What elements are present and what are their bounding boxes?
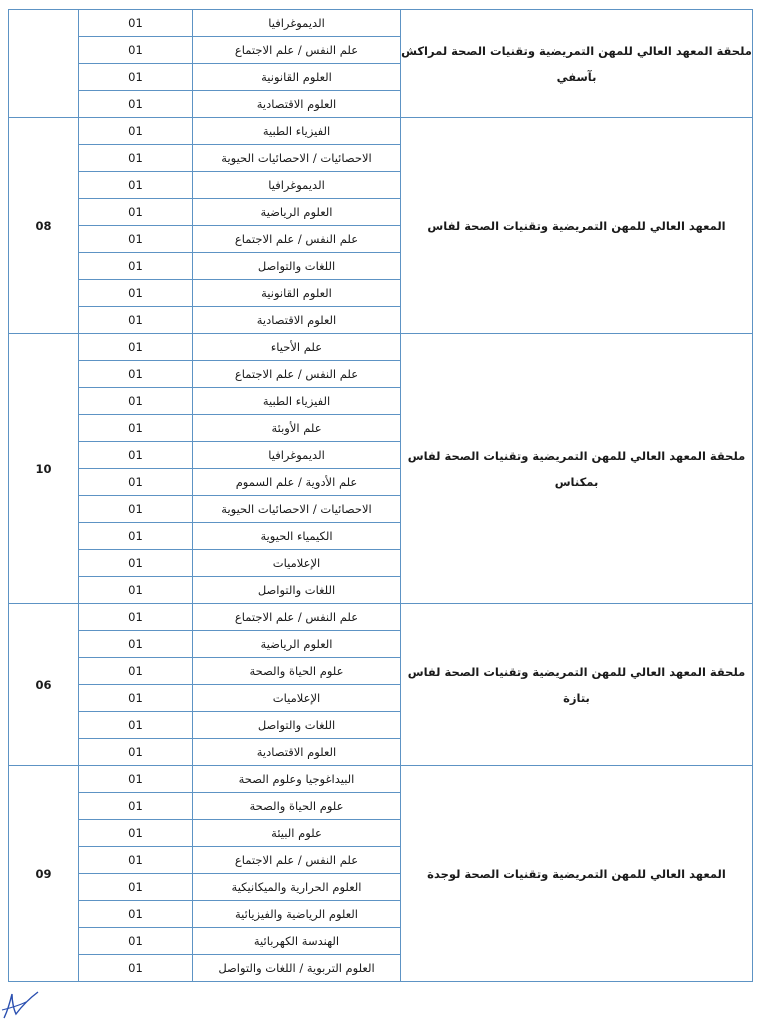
position-count: 01	[79, 145, 193, 172]
position-count: 01	[79, 172, 193, 199]
specialty-name: الفيزياء الطبية	[193, 118, 401, 145]
specialty-name: العلوم الرياضية والفيزيائية	[193, 901, 401, 928]
institution-name: المعهد العالي للمهن التمريضية وتقنيات الصحة لوجدة	[401, 766, 753, 982]
position-count: 01	[79, 685, 193, 712]
specialty-name: الكيمياء الحيوية	[193, 523, 401, 550]
specialty-name: الديموغرافيا	[193, 10, 401, 37]
specialty-name: علوم الحياة والصحة	[193, 658, 401, 685]
signature-mark	[0, 980, 40, 1020]
positions-table-body	[9, 10, 753, 982]
specialty-name: علم الأحياء	[193, 334, 401, 361]
table-row	[9, 118, 753, 145]
position-count: 01	[79, 739, 193, 766]
table-row	[9, 334, 753, 361]
position-count: 01	[79, 64, 193, 91]
group-total: 10	[9, 334, 79, 604]
position-count: 01	[79, 550, 193, 577]
specialty-name: الإعلاميات	[193, 685, 401, 712]
position-count: 01	[79, 334, 193, 361]
position-count: 01	[79, 388, 193, 415]
specialty-name: الديموغرافيا	[193, 172, 401, 199]
position-count: 01	[79, 577, 193, 604]
group-total: 08	[9, 118, 79, 334]
institution-name: ملحقة المعهد العالي للمهن التمريضية وتقنيات الصحة لمراكش بآسفي	[401, 10, 753, 118]
specialty-name: علم النفس / علم الاجتماع	[193, 37, 401, 64]
position-count: 01	[79, 469, 193, 496]
specialty-name: اللغات والتواصل	[193, 577, 401, 604]
specialty-name: العلوم القانونية	[193, 64, 401, 91]
specialty-name: علم الأوبئة	[193, 415, 401, 442]
specialty-name: العلوم الاقتصادية	[193, 91, 401, 118]
position-count: 01	[79, 604, 193, 631]
specialty-name: الهندسة الكهربائية	[193, 928, 401, 955]
table-row	[9, 604, 753, 631]
position-count: 01	[79, 10, 193, 37]
position-count: 01	[79, 820, 193, 847]
position-count: 01	[79, 496, 193, 523]
positions-table	[8, 9, 753, 982]
position-count: 01	[79, 847, 193, 874]
specialty-name: علم النفس / علم الاجتماع	[193, 361, 401, 388]
table-row	[9, 10, 753, 37]
institution-name: المعهد العالي للمهن التمريضية وتقنيات الصحة لفاس	[401, 118, 753, 334]
position-count: 01	[79, 901, 193, 928]
position-count: 01	[79, 37, 193, 64]
specialty-name: الديموغرافيا	[193, 442, 401, 469]
position-count: 01	[79, 118, 193, 145]
group-total: 06	[9, 604, 79, 766]
position-count: 01	[79, 523, 193, 550]
specialty-name: الاحصائيات / الاحصائيات الحيوية	[193, 145, 401, 172]
position-count: 01	[79, 199, 193, 226]
specialty-name: العلوم الاقتصادية	[193, 307, 401, 334]
specialty-name: علم النفس / علم الاجتماع	[193, 847, 401, 874]
specialty-name: علم النفس / علم الاجتماع	[193, 226, 401, 253]
position-count: 01	[79, 253, 193, 280]
specialty-name: البيداغوجيا وعلوم الصحة	[193, 766, 401, 793]
position-count: 01	[79, 307, 193, 334]
institution-name: ملحقة المعهد العالي للمهن التمريضية وتقنيات الصحة لفاس بتازة	[401, 604, 753, 766]
position-count: 01	[79, 712, 193, 739]
specialty-name: علوم البيئة	[193, 820, 401, 847]
position-count: 01	[79, 280, 193, 307]
position-count: 01	[79, 766, 193, 793]
position-count: 01	[79, 631, 193, 658]
specialty-name: الإعلاميات	[193, 550, 401, 577]
position-count: 01	[79, 91, 193, 118]
position-count: 01	[79, 226, 193, 253]
group-total	[9, 10, 79, 118]
specialty-name: العلوم الحرارية والميكانيكية	[193, 874, 401, 901]
specialty-name: علم الأدوية / علم السموم	[193, 469, 401, 496]
specialty-name: الاحصائيات / الاحصائيات الحيوية	[193, 496, 401, 523]
position-count: 01	[79, 955, 193, 982]
position-count: 01	[79, 874, 193, 901]
specialty-name: العلوم الرياضية	[193, 631, 401, 658]
specialty-name: العلوم الرياضية	[193, 199, 401, 226]
position-count: 01	[79, 442, 193, 469]
position-count: 01	[79, 361, 193, 388]
group-total: 09	[9, 766, 79, 982]
institution-name: ملحقة المعهد العالي للمهن التمريضية وتقنيات الصحة لفاس بمكناس	[401, 334, 753, 604]
position-count: 01	[79, 415, 193, 442]
specialty-name: الفيزياء الطبية	[193, 388, 401, 415]
specialty-name: العلوم القانونية	[193, 280, 401, 307]
specialty-name: اللغات والتواصل	[193, 712, 401, 739]
specialty-name: اللغات والتواصل	[193, 253, 401, 280]
position-count: 01	[79, 928, 193, 955]
specialty-name: علوم الحياة والصحة	[193, 793, 401, 820]
specialty-name: علم النفس / علم الاجتماع	[193, 604, 401, 631]
specialty-name: العلوم الاقتصادية	[193, 739, 401, 766]
table-row	[9, 766, 753, 793]
specialty-name: العلوم التربوية / اللغات والتواصل	[193, 955, 401, 982]
position-count: 01	[79, 658, 193, 685]
position-count: 01	[79, 793, 193, 820]
